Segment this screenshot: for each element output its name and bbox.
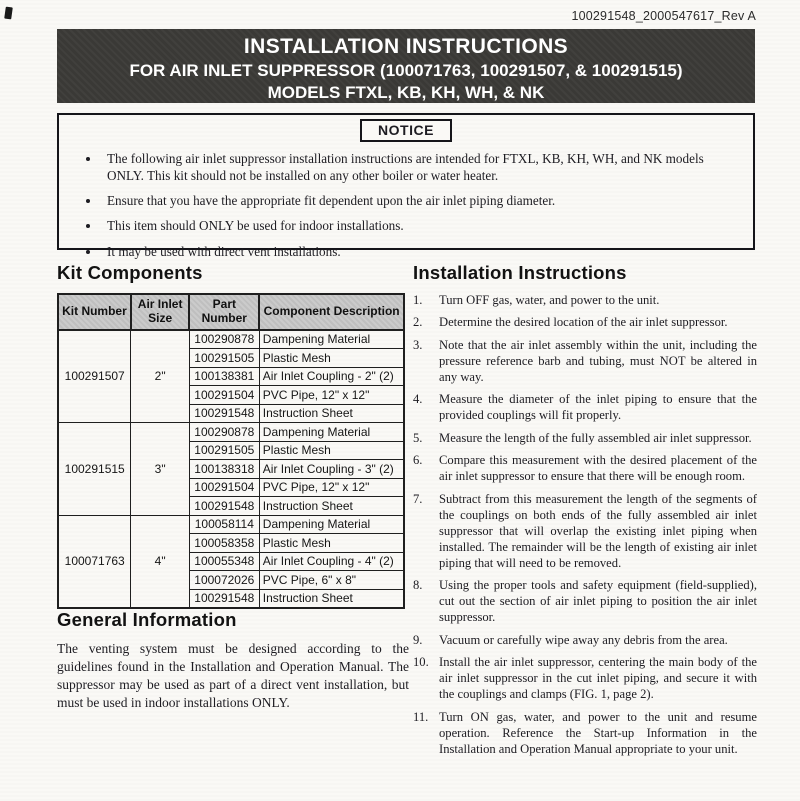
notice-bullet: • Ensure that you have the appropriate fit dependent upon the air inlet piping diameter. [101, 192, 741, 209]
component-description-cell: Air Inlet Coupling - 3" (2) [259, 460, 404, 479]
installation-steps-list [413, 293, 757, 758]
instruction-step [413, 578, 757, 626]
component-description-cell: Instruction Sheet [259, 589, 404, 608]
instruction-step [413, 633, 757, 649]
general-information-title: General Information [57, 609, 237, 631]
component-description-cell: Plastic Mesh [259, 349, 404, 368]
instruction-step [413, 392, 757, 424]
title-band [57, 29, 755, 103]
step-number: 10. [413, 655, 429, 670]
instruction-step [413, 492, 757, 572]
title-line-2: FOR AIR INLET SUPPRESSOR (100071763, 100291507, & 100291515) [129, 60, 683, 80]
kit-components-table [57, 293, 405, 609]
step-number: 3. [413, 337, 423, 352]
part-number-cell: 100138381 [189, 367, 259, 386]
doc-reference: 100291548_2000547617_Rev A [571, 9, 756, 23]
step-number: 1. [413, 293, 423, 307]
part-number-cell: 100138318 [189, 460, 259, 479]
kit-number-cell: 100291515 [58, 423, 131, 516]
step-text: Determine the desired location of the air inlet suppressor. [439, 315, 728, 330]
step-number: 9. [413, 632, 423, 647]
instruction-step [413, 338, 757, 386]
part-number-cell: 100291548 [189, 497, 259, 516]
left-column [57, 262, 409, 712]
instruction-step [413, 453, 757, 485]
step-number: 11. [413, 709, 429, 724]
air-inlet-size-cell: 3" [131, 423, 189, 516]
instruction-step [413, 315, 757, 331]
component-description-cell: PVC Pipe, 12" x 12" [259, 478, 404, 497]
part-number-cell: 100291505 [189, 349, 259, 368]
part-number-cell: 100055348 [189, 552, 259, 571]
installation-instructions-title: Installation Instructions [413, 262, 627, 283]
notice-bullet: • It may be used with direct vent installations. [101, 243, 741, 260]
component-description-cell: Dampening Material [259, 515, 404, 534]
step-number: 5. [413, 430, 423, 445]
step-text: Vacuum or carefully wipe away any debris from the area. [439, 632, 728, 647]
part-number-cell: 100072026 [189, 571, 259, 590]
instruction-step [413, 293, 757, 309]
step-number: 7. [413, 491, 423, 506]
component-description-cell: PVC Pipe, 6" x 8" [259, 571, 404, 590]
step-text: Turn ON gas, water, and power to the unit and resume operation. Reference the Start-up Information in the Installation and Operation Manual appropriate to your unit. [439, 709, 757, 756]
part-number-cell: 100291505 [189, 441, 259, 460]
column-header: Air Inlet Size [131, 294, 189, 330]
step-number: 4. [413, 392, 423, 407]
part-number-cell: 100291548 [189, 589, 259, 608]
air-inlet-size-cell: 2" [131, 330, 189, 423]
table-row [58, 330, 404, 349]
step-text: Subtract from this measurement the length of the segments of the couplings on both ends of the fully assembled air inlet suppressor that will overlap the existing inlet piping when installed. The remainder will be the length of existing air inlet piping that will need to be removed. [439, 491, 757, 570]
step-text: Using the proper tools and safety equipment (field-supplied), cut out the section of air inlet piping to position the air inlet suppressor. [439, 578, 757, 625]
part-number-cell: 100058358 [189, 534, 259, 553]
kit-components-title: Kit Components [57, 262, 203, 283]
step-number: 2. [413, 315, 423, 330]
kit-number-cell: 100071763 [58, 515, 131, 608]
notice-label: NOTICE [360, 119, 452, 142]
part-number-cell: 100058114 [189, 515, 259, 534]
instruction-step [413, 655, 757, 703]
notice-box [57, 113, 755, 259]
component-description-cell: Plastic Mesh [259, 534, 404, 553]
notice-bullet: • This item should ONLY be used for indoor installations. [101, 217, 741, 234]
step-number: 8. [413, 578, 423, 593]
notice-bullet-list [59, 150, 753, 260]
part-number-cell: 100290878 [189, 423, 259, 442]
scan-artifact [4, 7, 13, 20]
component-description-cell: Instruction Sheet [259, 404, 404, 423]
step-text: Compare this measurement with the desired placement of the air inlet suppressor to ensure that there will be enough room. [439, 453, 757, 484]
table-row [58, 515, 404, 534]
component-description-cell: Dampening Material [259, 423, 404, 442]
component-description-cell: Instruction Sheet [259, 497, 404, 516]
right-column [413, 262, 757, 764]
step-number: 6. [413, 453, 423, 468]
step-text: Note that the air inlet assembly within the unit, including the pressure reference barb and tubing, must NOT be altered in any way. [439, 337, 757, 384]
instruction-step [413, 710, 757, 758]
component-description-cell: Air Inlet Coupling - 4" (2) [259, 552, 404, 571]
table-row [58, 423, 404, 442]
step-text: Install the air inlet suppressor, centering the main body of the air inlet suppressor in the cut inlet piping, and secure it with the couplings and clamps (FIG. 1, page 2). [439, 655, 757, 702]
step-text: Turn OFF gas, water, and power to the unit. [439, 293, 660, 307]
title-line-1: INSTALLATION INSTRUCTIONS [243, 35, 569, 58]
column-header: Component Description [259, 294, 404, 330]
part-number-cell: 100290878 [189, 330, 259, 349]
column-header: Part Number [189, 294, 259, 330]
part-number-cell: 100291548 [189, 404, 259, 423]
air-inlet-size-cell: 4" [131, 515, 189, 608]
component-description-cell: PVC Pipe, 12" x 12" [259, 386, 404, 405]
column-header: Kit Number [58, 294, 131, 330]
part-number-cell: 100291504 [189, 478, 259, 497]
table-header-row [58, 294, 404, 330]
step-text: Measure the length of the fully assembled air inlet suppressor. [439, 430, 752, 445]
general-information-body: The venting system must be designed according to the guidelines found in the Installation and Operation Manual. The suppressor may be used as part of a direct vent installation, but must be used in indoor installations ONLY. [57, 641, 409, 710]
step-text: Measure the diameter of the inlet piping to ensure that the provided couplings will fit properly. [439, 392, 757, 423]
instruction-step [413, 431, 757, 447]
component-description-cell: Plastic Mesh [259, 441, 404, 460]
component-description-cell: Dampening Material [259, 330, 404, 349]
component-description-cell: Air Inlet Coupling - 2" (2) [259, 367, 404, 386]
part-number-cell: 100291504 [189, 386, 259, 405]
kit-number-cell: 100291507 [58, 330, 131, 423]
title-line-3: MODELS FTXL, KB, KH, WH, & NK [267, 82, 545, 102]
notice-bullet: • The following air inlet suppressor installation instructions are intended for FTXL, KB, KH, WH, and NK models ONLY. This kit should not be installed on any other boiler or water heater. [101, 150, 741, 184]
